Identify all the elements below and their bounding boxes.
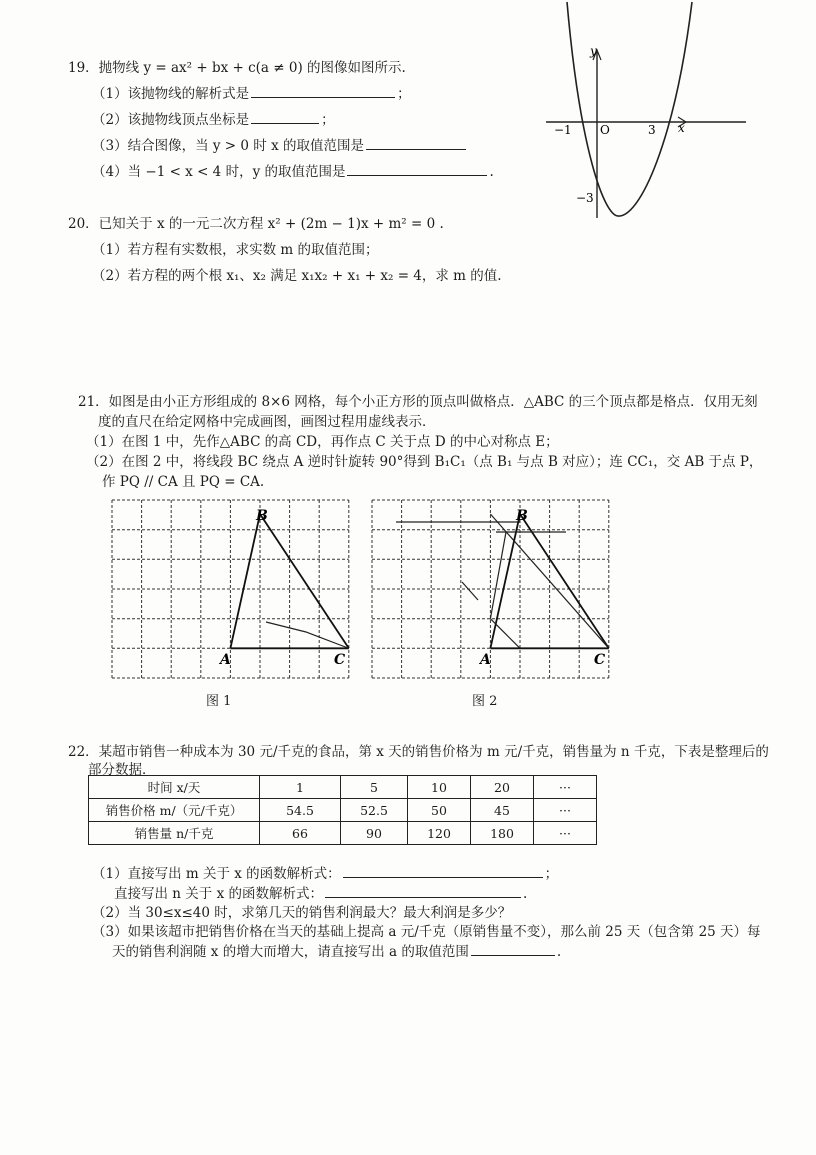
table-header-cell: 销售量 n/千克 — [89, 822, 260, 845]
root-right-label: 3 — [648, 123, 656, 137]
q22-stem-line1: 22．某超市销售一种成本为 30 元/千克的食品，第 x 天的销售价格为 m 元/千克，销售量为 n 千克，下表是整理后的 — [68, 744, 769, 760]
q22-item-2: （2）当 30≤x≤40 时，求第几天的销售利润最大？最大利润是多少？ — [92, 905, 512, 921]
q22-item-1a: （1）直接写出 m 关于 x 的函数解析式： ； — [92, 866, 559, 882]
fig2-label-a: A — [480, 652, 491, 668]
answer-blank[interactable] — [366, 137, 466, 150]
parabola-curve — [567, 2, 692, 216]
table-cell: 52.5 — [341, 799, 408, 822]
table-header-cell: 销售价格 m/（元/千克） — [89, 799, 260, 822]
q22-item-3-line1: （3）如果该超市把销售价格在当天的基础上提高 a 元/千克（原销售量不变），那么前 25 天（包含第 25 天）每 — [92, 924, 761, 940]
q19-item-3: （3）结合图像，当 y > 0 时 x 的取值范围是 — [92, 134, 468, 154]
figure-2-caption: 图 2 — [472, 694, 498, 709]
origin-label: O — [600, 123, 610, 137]
q20-item-1: （1）若方程有实数根，求实数 m 的取值范围； — [92, 242, 379, 258]
figure-2-grid — [366, 492, 618, 684]
figure-1-grid — [106, 492, 358, 684]
q22-item-3-line2: 天的销售利润随 x 的增大而增大，请直接写出 a 的取值范围 . — [112, 944, 562, 960]
table-cell: ··· — [534, 776, 597, 799]
q22-item-1b: 直接写出 n 关于 x 的函数解析式： . — [114, 886, 528, 902]
q20-item-2: （2）若方程的两个根 x₁、x₂ 满足 x₁x₂ + x₁ + x₂ = 4，求 m 的值. — [92, 268, 502, 284]
table-row — [89, 776, 597, 799]
q21-stem-line1: 21．如图是由小正方形组成的 8×6 网格，每个小正方形的顶点叫做格点．△ABC 的三个顶点都是格点．仅用无刻 — [78, 394, 758, 410]
q21-stem-line2: 度的直尺在给定网格中完成画图，画图过程用虚线表示． — [98, 414, 436, 430]
q22-stem-line2: 部分数据． — [88, 762, 156, 778]
answer-blank[interactable] — [347, 163, 487, 176]
table-row — [89, 799, 597, 822]
table-row — [89, 822, 597, 845]
table-cell: 1 — [260, 776, 341, 799]
table-cell: 5 — [341, 776, 408, 799]
table-cell: 50 — [408, 799, 471, 822]
table-cell: 54.5 — [260, 799, 341, 822]
table-cell: 10 — [408, 776, 471, 799]
answer-blank[interactable] — [325, 885, 521, 898]
answer-blank[interactable] — [251, 111, 319, 124]
table-cell: 90 — [341, 822, 408, 845]
fig2-label-b: B — [516, 508, 528, 524]
table-cell: ··· — [534, 799, 597, 822]
q19-stem: 19．抛物线 y = ax² + bx + c(a ≠ 0) 的图像如图所示. — [68, 60, 406, 76]
answer-blank[interactable] — [343, 865, 543, 878]
q20-stem: 20．已知关于 x 的一元二次方程 x² + (2m − 1)x + m² = 0 . — [68, 216, 444, 232]
fig1-label-b: B — [256, 508, 268, 524]
q21-item-2-line1: （2）在图 2 中，将线段 BC 绕点 A 逆时针旋转 90°得到 B₁C₁（点 B₁ 与点 B 对应）；连 CC₁，交 AB 于点 P， — [86, 454, 763, 470]
answer-blank[interactable] — [251, 85, 395, 98]
figure-1-caption: 图 1 — [206, 694, 232, 709]
altitude-sketch — [266, 622, 348, 648]
fig1-label-c: C — [334, 652, 346, 668]
q19-item-4: （4）当 −1 < x < 4 时，y 的取值范围是 . — [92, 164, 494, 180]
table-cell: 20 — [471, 776, 534, 799]
q21-item-1: （1）在图 1 中，先作△ABC 的高 CD，再作点 C 关于点 D 的中心对称点 E； — [86, 434, 559, 450]
y-intercept-label: −3 — [576, 191, 594, 205]
table-cell: 180 — [471, 822, 534, 845]
table-cell: 45 — [471, 799, 534, 822]
y-axis-label: y — [590, 44, 597, 58]
q21-item-2-line2: 作 PQ // CA 且 PQ = CA. — [102, 474, 265, 490]
fig2-label-c: C — [594, 652, 606, 668]
table-header-cell: 时间 x/天 — [89, 776, 260, 799]
parabola-graph — [540, 0, 756, 230]
fig1-label-a: A — [220, 652, 231, 668]
q19-item-1: （1）该抛物线的解析式是 ； — [92, 86, 411, 102]
answer-blank[interactable] — [471, 943, 555, 956]
x-axis-label: x — [678, 121, 685, 135]
sales-data-table — [88, 775, 597, 845]
rotation-construction — [462, 514, 609, 648]
table-cell: 120 — [408, 822, 471, 845]
table-cell: ··· — [534, 822, 597, 845]
root-left-label: −1 — [554, 123, 572, 137]
q19-item-2: （2）该抛物线顶点坐标是 ； — [92, 112, 335, 128]
table-cell: 66 — [260, 822, 341, 845]
